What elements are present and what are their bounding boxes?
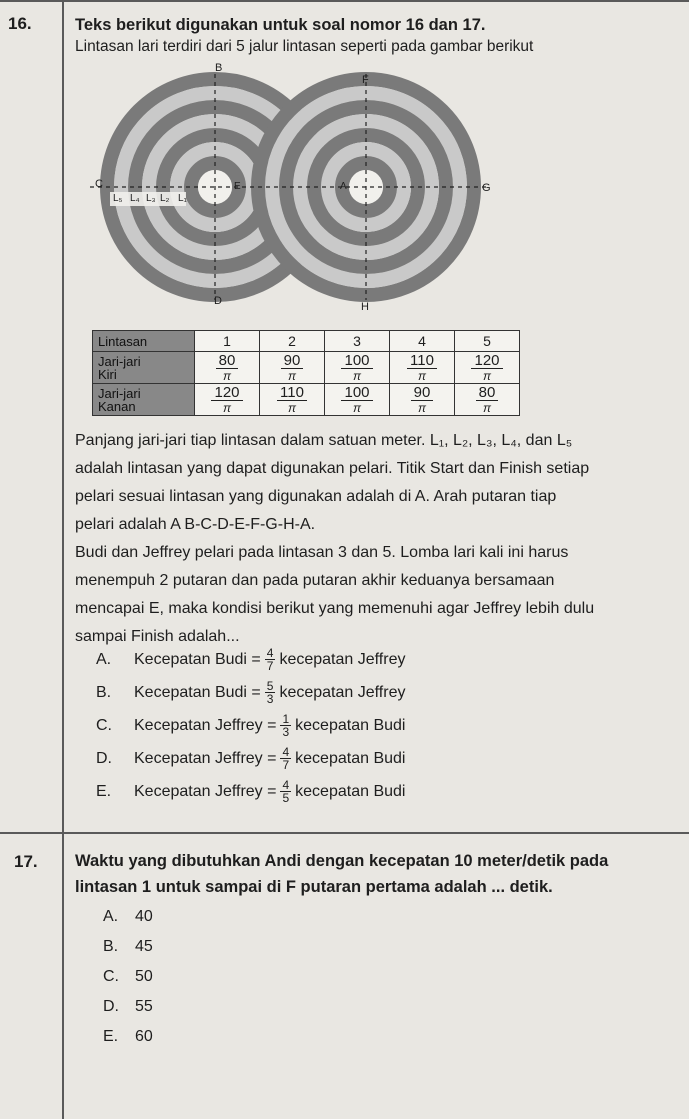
q16-title: Teks berikut digunakan untuk soal nomor 16 dan 17. [75, 16, 486, 34]
q17-option-b[interactable]: B. 45 [103, 938, 153, 955]
left-radius-3: 100 [341, 354, 372, 369]
label-H: H [361, 301, 369, 313]
lane-4-header: 4 [390, 331, 455, 352]
q16-para-line-7: mencapai E, maka kondisi berikut yang memenuhi agar Jeffrey lebih dulu [75, 600, 595, 617]
q17-line-2: lintasan 1 untuk sampai di F putaran pertama adalah ... detik. [75, 878, 553, 896]
lane-2-header: 2 [260, 331, 325, 352]
label-E: E [234, 181, 241, 192]
label-B: B [215, 62, 223, 74]
page-top-border [0, 0, 689, 2]
q17-option-c[interactable]: C. 50 [103, 968, 153, 985]
label-G: G [482, 182, 491, 194]
q16-option-a[interactable]: A. Kecepatan Budi = $\frac{4}{7}$ kecepatan Jeffrey [96, 646, 406, 673]
right-radius-4: 90 [411, 386, 434, 401]
q16-option-d[interactable]: D. Kecepatan Jeffrey = $\frac{4}{7}$ kecepatan Budi [96, 745, 406, 772]
q16-intro: Lintasan lari terdiri dari 5 jalur lintasan seperti pada gambar berikut [75, 38, 534, 55]
lane-label-L2: L₂ [160, 193, 170, 204]
right-radius-3: 100 [341, 386, 372, 401]
right-radius-5: 80 [476, 386, 499, 401]
lane-label-L5: L₅ [113, 193, 123, 204]
q16-para-line-3: pelari sesuai lintasan yang digunakan adalah di A. Arah putaran tiap [75, 488, 557, 505]
left-radius-label: Jari-jari Kiri [93, 352, 195, 384]
right-radius-label: Jari-jari Kanan [93, 384, 195, 416]
q17-option-e[interactable]: E. 60 [103, 1028, 153, 1045]
q16-option-b[interactable]: B. Kecepatan Budi = $\frac{5}{3}$ kecepatan Jeffrey [96, 679, 406, 706]
lane-1-header: 1 [195, 331, 260, 352]
label-C: C [95, 178, 103, 190]
q16-para-line-5: Budi dan Jeffrey pelari pada lintasan 3 dan 5. Lomba lari kali ini harus [75, 544, 569, 561]
q16-para-line-2: adalah lintasan yang dapat digunakan pelari. Titik Start dan Finish setiap [75, 460, 590, 477]
label-F: F [362, 74, 369, 86]
left-radius-4: 110 [407, 354, 437, 369]
question-divider [0, 832, 689, 834]
left-radius-2: 90 [281, 354, 304, 369]
q16-option-c[interactable]: C. Kecepatan Jeffrey = $\frac{1}{3}$ kecepatan Budi [96, 712, 406, 739]
lane-label-L4: L₄ [130, 193, 140, 204]
left-radius-1: 80 [216, 354, 239, 369]
table-row: Jari-jari Kiri 80 π 90 π 100 π 110 π 120 π [93, 352, 520, 384]
left-radius-5: 120 [471, 354, 502, 369]
header-label: Lintasan [93, 331, 195, 352]
q16-para-line-1: Panjang jari-jari tiap lintasan dalam satuan meter. L₁, L₂, L₃, L₄, dan L₅ [75, 432, 573, 449]
right-radius-1: 120 [211, 386, 242, 401]
q16-para-line-6: menempuh 2 putaran dan pada putaran akhir keduanya bersamaan [75, 572, 555, 589]
lane-5-header: 5 [455, 331, 520, 352]
q16-number: 16. [8, 14, 32, 33]
q17-number: 17. [14, 852, 38, 871]
running-track-figure [80, 62, 500, 314]
label-A: A [340, 181, 347, 192]
radius-table [92, 330, 520, 416]
q16-option-e[interactable]: E. Kecepatan Jeffrey = $\frac{4}{5}$ kecepatan Budi [96, 778, 406, 805]
q17-option-d[interactable]: D. 55 [103, 998, 153, 1015]
lane-label-L3: L₃ [146, 193, 156, 204]
number-column-divider [62, 0, 64, 1119]
lane-3-header: 3 [325, 331, 390, 352]
q16-para-line-4: pelari adalah A B-C-D-E-F-G-H-A. [75, 516, 316, 533]
table-row: Jari-jari Kanan 120 π 110 π 100 π 90 π 80 π [93, 384, 520, 416]
table-header-row [93, 331, 520, 352]
lane-label-L1: L₁ [178, 193, 187, 204]
q17-line-1: Waktu yang dibutuhkan Andi dengan kecepatan 10 meter/detik pada [75, 852, 609, 870]
label-D: D [214, 295, 222, 307]
right-radius-2: 110 [277, 386, 307, 401]
q16-para-line-8: sampai Finish adalah... [75, 628, 240, 645]
q17-option-a[interactable]: A. 40 [103, 908, 153, 925]
